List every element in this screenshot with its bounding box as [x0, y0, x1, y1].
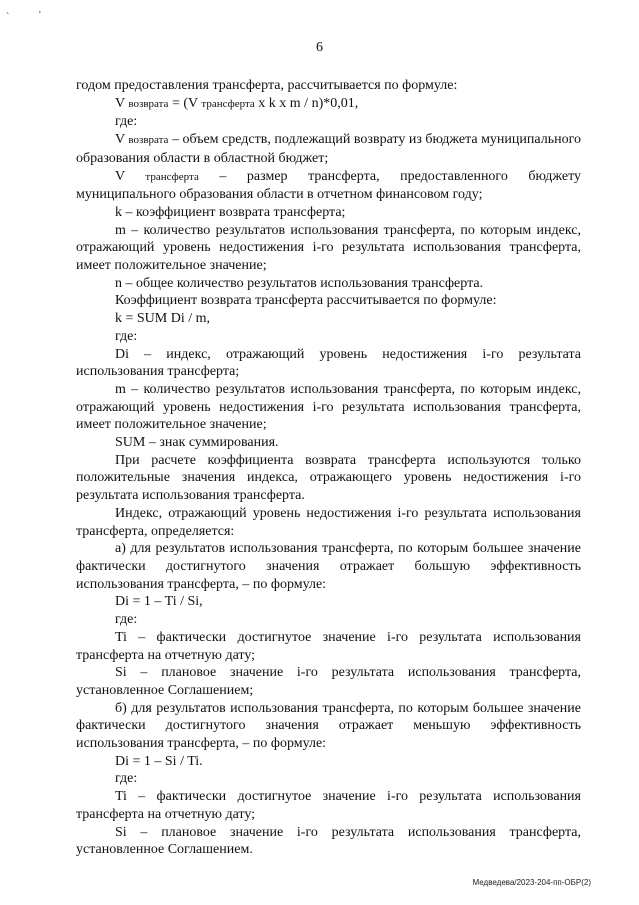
page-number: 6	[316, 40, 323, 55]
paragraph: Индекс, отражающий уровень недостижения i-го результата использования трансферта, определяется:	[76, 505, 581, 539]
formula-di-a: Di = 1 – Ti / Si,	[115, 594, 203, 610]
paragraph: При расчете коэффициента возврата трансферта используются только положительные значения индекса, отражающего уровень недостижения i-го результата использования трансферта.	[76, 452, 581, 504]
definition-sum: SUM – знак суммирования.	[115, 435, 279, 451]
definition-ti: Ti – фактически достигнутое значение i-го результата использования трансферта на отчетную дату;	[76, 629, 581, 663]
definition-m: m – количество результатов использования трансферта, по которым индекс, отражающий уровень недостижения i-го результата использования трансферта, имеет положительное значение;	[76, 381, 581, 433]
scan-mark-right: '	[39, 10, 41, 21]
formula-k: k = SUM Di / m,	[115, 311, 211, 327]
case-b: б) для результатов использования трансферта, по которым большее значение фактически достигнутого значения отражает меньшую эффективность использования трансферта, – по формуле:	[76, 700, 581, 752]
where-label: где:	[115, 328, 138, 344]
formula-di-b: Di = 1 – Si / Ti.	[115, 753, 203, 769]
scan-mark-left: `	[6, 12, 10, 23]
definition-si: Si – плановое значение i-го результата использования трансферта, установленное Соглашением.	[76, 824, 581, 858]
definition-m: m – количество результатов использования трансферта, по которым индекс, отражающий уровень недостижения i-го результата использования трансферта, имеет положительное значение;	[76, 222, 581, 274]
document-body	[76, 77, 581, 859]
definition-k: k – коэффициент возврата трансферта;	[115, 204, 346, 220]
where-label: где:	[115, 114, 138, 130]
definition-ti: Ti – фактически достигнутое значение i-го результата использования трансферта на отчетную дату;	[76, 789, 581, 822]
paragraph: Коэффициент возврата трансферта рассчитывается по формуле:	[115, 293, 497, 309]
where-label: где:	[115, 771, 138, 787]
paragraph: годом предоставления трансферта, рассчитывается по формуле:	[76, 78, 458, 93]
case-a: а) для результатов использования трансферта, по которым большее значение фактически достигнутого значения отражает большую эффективность использования трансферта, – по формуле:	[76, 541, 581, 592]
definition-v-transfer: V трансферта – размер трансферта, предоставленного бюджету муниципального образования области в отчетном финансовом году;	[76, 168, 581, 203]
definition-di: Di – индекс, отражающий уровень недостижения i-го результата использования трансферта;	[76, 346, 581, 380]
document-footer-code: Медведева/2023-204-пп-ОБР(2)	[472, 878, 591, 887]
definition-n: n – общее количество результатов использования трансферта.	[115, 275, 484, 291]
formula-v-return: V возврата = (V трансферта x k x m / n)*0,01,	[115, 95, 359, 111]
definition-v-return: V возврата – объем средств, подлежащий возврату из бюджета муниципального образования области в областной бюджет;	[76, 132, 581, 166]
where-label: где:	[115, 612, 138, 628]
definition-si: Si – плановое значение i-го результата использования трансферта, установленное Соглашением;	[76, 665, 581, 698]
